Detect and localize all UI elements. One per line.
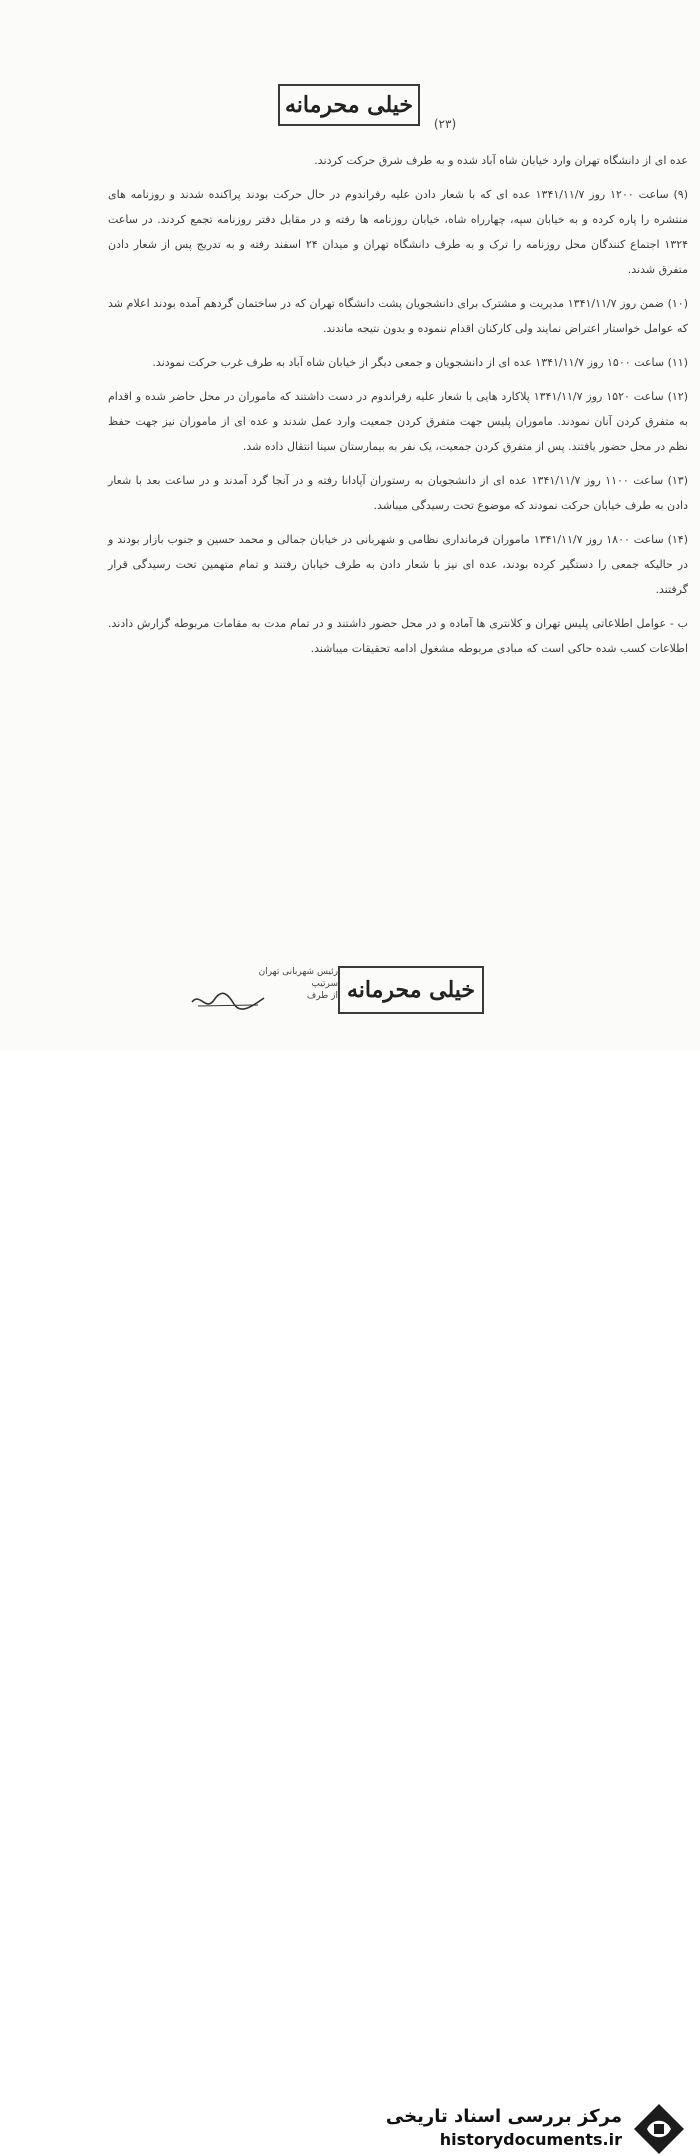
signature-line-1: رئیس شهربانی تهران xyxy=(258,967,338,977)
site-name: مرکز بررسی اسناد تاریخی xyxy=(385,2106,622,2127)
archive-logo-icon xyxy=(630,2102,688,2156)
paragraph-2: (۹) ساعت ۱۲۰۰ روز ۱۳۴۱/۱۱/۷ عده ای که با شعار دادن علیه رفراندوم در حال حرکت بودند پراکنده شدند و روزنامه های منتشره را پاره کرده و به خیابان سپه، چهارراه شاه، خیابان روزنامه ها رفته و در مقابل دفتر روزنامه تجمع کردند. در ساعت ۱۳۲۴ اجتماع کنندگان محل روزنامه را ترک و به طرف دانشگاه تهران و میدان ۲۴ اسفند رفته و به تدریج پس از شعار دادن متفرق شدند. xyxy=(108,188,689,276)
paragraph-1: عده ای از دانشگاه تهران وارد خیابان شاه آباد شده و به طرف شرق حرکت کردند. xyxy=(314,154,688,167)
bottom-classification-stamp: خیلی محرمانه xyxy=(338,966,484,1014)
paragraph-7: (۱۴) ساعت ۱۸۰۰ روز ۱۳۴۱/۱۱/۷ ماموران فرمانداری نظامی و شهربانی در خیابان جمالی و محمد حسین و جنوب بازار بودند و در حالیکه جمعی را دستگیر کرده بودند، عده ای نیز با شعار دادن به طرف خیابان رفتند و تمام متهمین تحت رسیدگی قرار گرفتند. xyxy=(108,533,689,596)
page-number: (۲۳) xyxy=(433,117,457,131)
paragraph-4: (۱۱) ساعت ۱۵۰۰ روز ۱۳۴۱/۱۱/۷ عده ای از دانشجویان و جمعی دیگر از خیابان شاه آباد به طرف غرب حرکت نمودند. xyxy=(152,356,688,369)
signature-line-3: از طرف xyxy=(306,991,338,1001)
top-classification-stamp: خیلی محرمانه xyxy=(278,84,420,126)
paragraph-6: (۱۳) ساعت ۱۱۰۰ روز ۱۳۴۱/۱۱/۷ عده ای از دانشجویان به رستوران آپادانا رفته و در آنجا گرد آمدند و در ساعت بعد با شعار دادن به طرف خیابان حرکت نمودند که موضوع تحت رسیدگی میباشد. xyxy=(108,474,688,512)
paragraph-5: (۱۲) ساعت ۱۵۲۰ روز ۱۳۴۱/۱۱/۷ پلاکارد هایی با شعار علیه رفراندوم در دست داشتند که ماموران در محل حاضر شده و اقدام به متفرق کردن آنان نمودند. ماموران پلیس جهت متفرق کردن جمعیت وارد عمل شدند و عده ای از ماموران نیز جهت حفظ نظم در محل حضور یافتند. پس از متفرق کردن جمعیت، یک نفر به بیمارستان سینا انتقال داده شد. xyxy=(108,390,689,453)
site-url: historydocuments.ir xyxy=(439,2130,622,2149)
signature-line-2: سرتیپ xyxy=(311,979,338,989)
handwritten-signature xyxy=(188,988,268,1014)
paragraph-3: (۱۰) ضمن روز ۱۳۴۱/۱۱/۷ مدیریت و مشترک برای دانشجویان پشت دانشگاه تهران که در ساختمان گردهم آمده بودند اعلام شد که عوامل خواستار اعتراض نمایند ولی کارکنان اقدام ننموده و بدون نتیجه ماندند. xyxy=(108,297,688,335)
watermark-footer xyxy=(0,1050,700,2149)
paragraph-8: ب - عوامل اطلاعاتی پلیس تهران و کلانتری ها آماده و در محل حضور داشتند و در تمام مدت به مقامات مربوطه گزارش دادند. اطلاعات کسب شده حاکی است که مبادی مربوطه مشغول ادامه تحقیقات میباشند. xyxy=(108,617,688,655)
document-body xyxy=(108,148,688,661)
